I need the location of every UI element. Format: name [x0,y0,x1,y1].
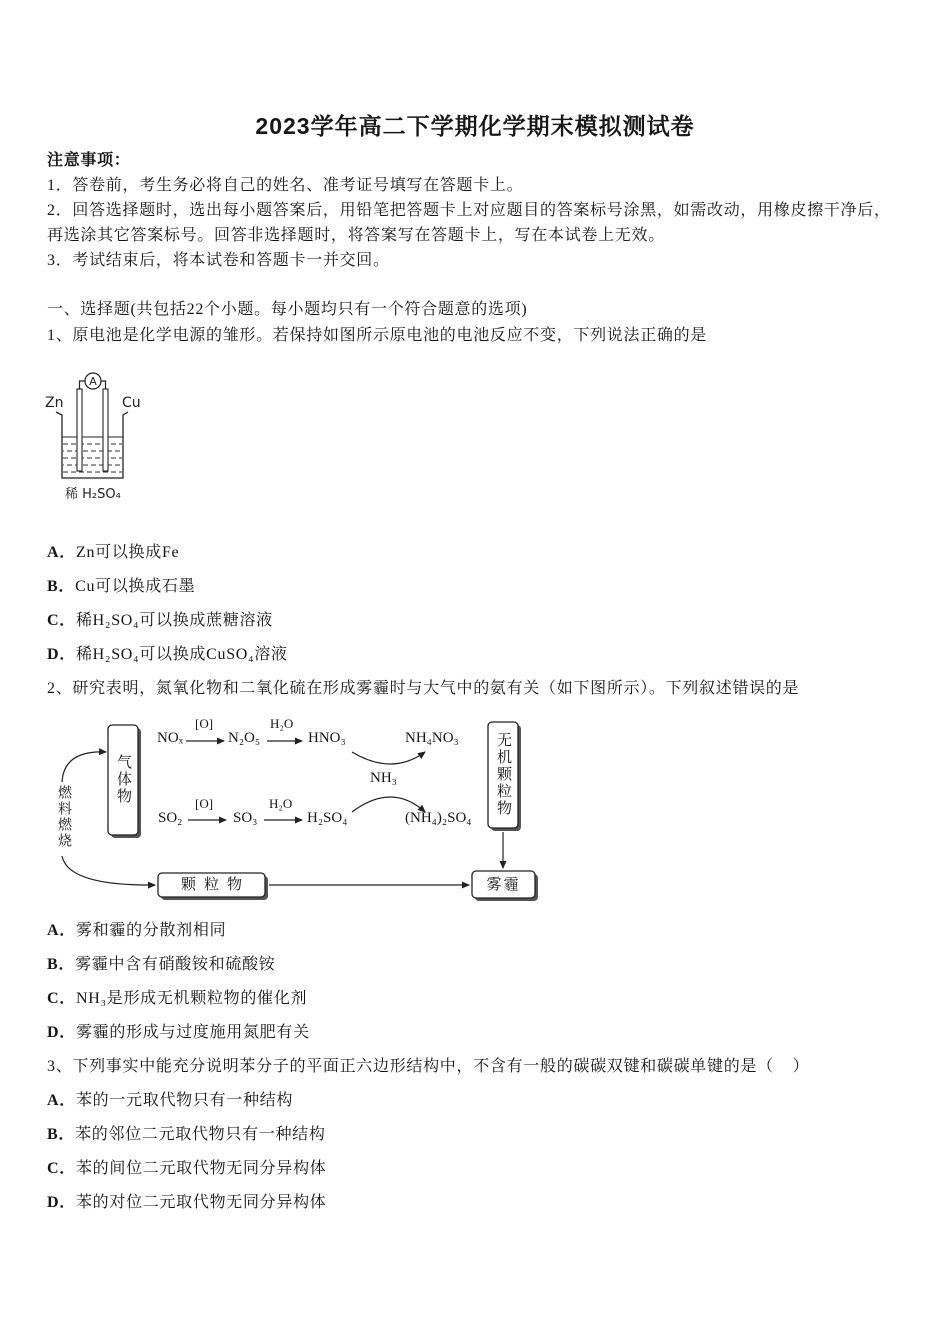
h2so4-formula: H₂SO₄ [307,810,348,826]
combustion-to-gas-arrow [62,752,106,782]
option-label: B． [47,1126,76,1143]
option-text: Zn可以换成Fe [75,544,180,561]
question-1-stem [47,325,707,347]
question-2-option-d [47,1022,310,1044]
option-text: 苯的一元取代物只有一种结构 [75,1092,294,1109]
fuel-combustion-label: 燃料燃烧 [56,785,71,849]
option-text: NH₃是形成无机颗粒物的催化剂 [75,990,308,1007]
so3-formula: SO₃ [233,810,258,826]
option-label: C． [47,1160,76,1177]
ammeter-label: A [89,375,97,388]
option-label: D． [47,646,76,663]
notice-item-2-line-2: 再选涂其它答案标号。回答非选择题时，将答案写在答题卡上，写在本试卷上无效。 [47,227,665,244]
zinc-label: Zn [45,395,64,411]
option-label: A． [47,544,76,561]
inorganic-particle-box-label: 无机颗粒物 [495,732,511,817]
so2-formula: SO₂ [158,810,183,826]
option-label: A． [47,1092,76,1109]
n2o5-formula: N₂O₅ [228,730,261,746]
zinc-electrode [77,389,82,471]
option-text: Cu可以换成石墨 [75,578,196,595]
haze-box-label: 雾霾 [486,877,521,893]
hno3-formula: HNO₃ [308,730,346,746]
option-text: 雾霾中含有硝酸铵和硫酸铵 [75,956,276,973]
question-1-option-b [47,576,195,598]
question-2-stem [47,678,799,700]
gas-box-label: 气体物 [115,754,131,805]
question-stem-text: 3、下列事实中能充分说明苯分子的平面正六边形结构中，不含有一般的碳碳双键和碳碳单键的是（ ） [47,1058,810,1075]
option-text: 雾和霾的分散剂相同 [75,922,227,939]
option-label: D． [47,1024,76,1041]
galvanic-cell-diagram [40,365,150,510]
question-stem-text: 1、原电池是化学电源的雏形。若保持如图所示原电池的电池反应不变，下列说法正确的是 [47,327,708,344]
copper-label: Cu [122,395,141,411]
notice-item-1: 1．答卷前，考生务必将自己的姓名、准考证号填写在答题卡上。 [47,177,524,194]
option-label: A． [47,922,76,939]
combustion-to-particle-arrow [62,856,155,885]
copper-electrode [103,389,108,471]
nh4-2-so4-formula: (NH₄)₂SO₄ [405,810,472,826]
haze-formation-figure [40,710,545,910]
galvanic-cell-figure [40,365,150,510]
nox-formula: NOₓ [157,730,184,746]
section-heading: 一、选择题(共包括22个小题。每小题均只有一个符合题意的选项) [47,301,528,318]
left-wire [80,381,86,389]
question-stem-text: 2、研究表明，氮氧化物和二氧化硫在形成雾霾时与大气中的氨有关（如下图所示）。下列叙述错误的是 [47,680,800,697]
water-reagent-label: H₂O [269,796,293,811]
option-text: 苯的间位二元取代物无同分异构体 [75,1160,327,1177]
nh3-formula: NH₃ [370,770,397,786]
ammonium-nitrate-arc [352,752,425,764]
nh4no3-formula: NH₄NO₃ [405,730,459,746]
question-3-stem [47,1056,809,1078]
right-wire [101,381,106,389]
option-label: D． [47,1194,76,1211]
question-2-option-a [47,920,226,942]
oxygen-reagent-label: [O] [195,796,214,811]
notice-heading: 注意事项： [47,152,131,169]
particle-box-label: 颗粒物 [180,877,250,893]
question-1-option-a [47,542,179,564]
question-3-option-c [47,1158,326,1180]
option-text: 苯的对位二元取代物无同分异构体 [75,1194,327,1211]
question-3-option-b [47,1124,326,1146]
beaker-outline [56,412,128,478]
oxygen-reagent-label: [O] [195,716,214,731]
option-label: C． [47,990,76,1007]
page-title: 2023学年高二下学期化学期末模拟测试卷 [255,113,695,139]
question-2-option-c [47,988,307,1010]
option-text: 苯的邻位二元取代物只有一种结构 [75,1126,326,1143]
question-1-option-c [47,610,273,632]
question-3-option-d [47,1192,326,1214]
option-label: B． [47,956,76,973]
option-label: C． [47,612,76,629]
question-3-option-a [47,1090,293,1112]
option-text: 雾霾的形成与过度施用氮肥有关 [75,1024,310,1041]
option-label: B． [47,578,76,595]
option-text: 稀H₂SO₄可以换成蔗糖溶液 [75,612,273,629]
option-text: 稀H₂SO₄可以换成CuSO₄溶液 [75,646,288,663]
question-2-option-b [47,954,275,976]
question-1-option-d [47,644,288,666]
notice-item-2-line-1: 2．回答选择题时，选出每小题答案后，用铅笔把答题卡上对应题目的答案标号涂黑，如需改动，用橡皮擦干净后， [47,202,891,219]
water-reagent-label: H₂O [270,716,294,731]
notice-item-3: 3．考试结束后，将本试卷和答题卡一并交回。 [47,252,390,269]
electrolyte-label: 稀 H₂SO₄ [65,487,121,502]
